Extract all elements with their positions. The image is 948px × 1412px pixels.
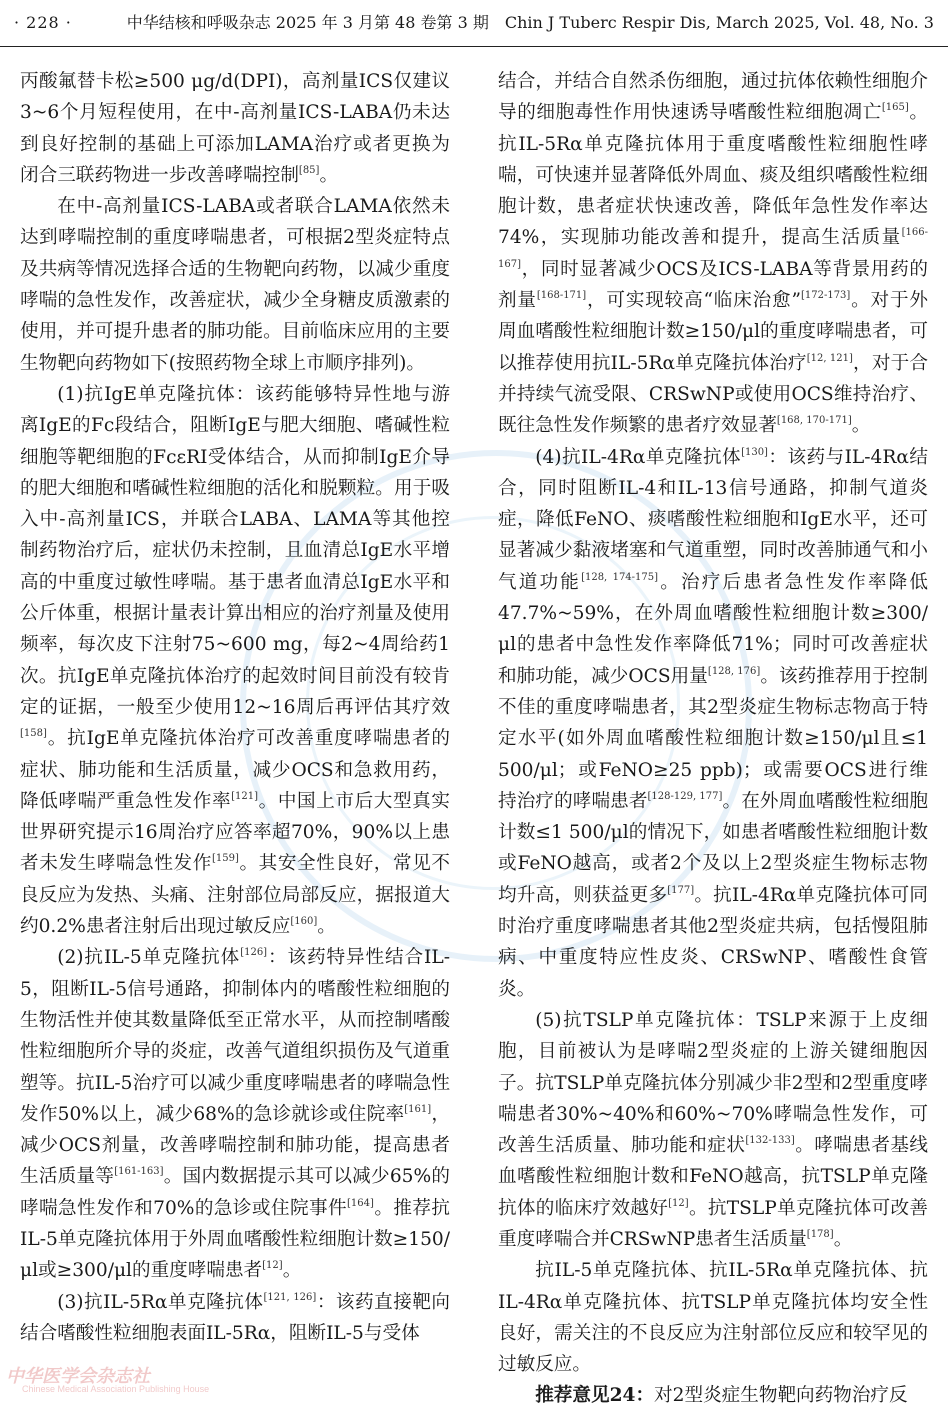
text-run: (1)抗IgE单克隆抗体：该药能够特异性地与游离IgE的Fc段结合，阻断IgE与肥大细胞、嗜碱性粒细胞等靶细胞的FcεRI受体结合，从而抑制IgE介导的肥大细胞和嗜碱性粒细胞的活化和脱颗粒。用于吸入中-高剂量ICS，并联合LABA、LAMA等其他控制药物治疗后，症状仍未控制，且血清总IgE水平增高的中重度过敏性哮喘。基于患者血清总IgE水平和公斤体重，根据计量表计算出相应的治疗剂量及使用频率，每次皮下注射75~600 mg，每2~4周给药1次。抗IgE单克隆抗体治疗的起效时间目前没有较肯定的证据，一般至少使用12~16周后再评估其疗效 [20,383,450,718]
citation-ref: [164] [347,1197,374,1209]
text-run: 。中国上市后大型真实世界研究提示16周治疗应答率超70%，90%以上患者未发生哮喘急性发作 [20,790,450,875]
text-run: ：该药特异性结合IL-5，阻断IL-5信号通路，抑制体内的嗜酸性粒细胞的生物活性并使其数量降低至正常水平，从而控制嗜酸性粒细胞所介导的炎症，改善气道组织损伤及气道重塑等。抗IL-5治疗可以减少重度哮喘患者的哮喘急性发作50%以上，减少68%的急诊就诊或住院率 [20,947,450,1125]
text-run: 。抗IL-5Rα单克隆抗体用于重度嗜酸性粒细胞性哮喘，可快速并显著降低外周血、痰及组织嗜酸性粒细胞计数，患者症状快速改善，降低年急性发作率达74%，实现肺功能改善和提升，提高生活质量 [498,102,928,249]
citation-ref: [178] [806,1228,834,1240]
citation-ref: [161-163] [114,1166,164,1178]
text-run: 。国内数据提示其可以减少65%的哮喘急性发作和70%的急诊或住院事件 [20,1166,450,1219]
paragraph [498,1255,928,1380]
recommendation-label: 推荐意见24： [535,1385,655,1407]
citation-ref: [121, 126] [263,1291,317,1303]
citation-ref: [172-173] [800,290,851,302]
page-header [0,0,948,47]
citation-ref: [85] [298,164,320,176]
page-number: · 228 · [14,13,72,32]
text-run: ：该药与IL-4Rα结合，同时阻断IL-4和IL-13信号通路，抑制气道炎症，降低FeNO、痰嗜酸性粒细胞和IgE水平，还可显著减少黏液堵塞和气道重塑，同时改善肺通气和小气道功能 [498,446,928,593]
text-run: 结合，并结合自然杀伤细胞，通过抗体依赖性细胞介导的细胞毒性作用快速诱导嗜酸性粒细胞凋亡 [498,71,928,124]
text-run: 。 [317,916,336,938]
paragraph [20,942,450,1286]
citation-ref: [12, 121] [806,352,853,364]
paragraph [498,1005,928,1255]
paragraph [498,66,928,442]
text-run: ：该药直接靶向结合嗜酸性粒细胞表面IL-5Rα，阻断IL-5与受体 [20,1291,450,1344]
citation-ref: [130] [741,446,768,458]
paragraph [20,379,450,942]
text-run: 。推荐抗IL-5单克隆抗体用于外周血嗜酸性粒细胞计数≥150/μl或≥300/μl的重度哮喘患者 [20,1197,450,1282]
citation-ref: [177] [667,884,695,896]
citation-ref: [12] [668,1197,689,1209]
text-run: 。对于外周血嗜酸性粒细胞计数≥150/μl的重度哮喘患者，可以推荐使用抗IL-5Rα单克隆抗体治疗 [498,290,928,374]
text-run: 。 [833,1228,853,1250]
text-run: (3)抗IL-5Rα单克隆抗体 [57,1291,264,1313]
citation-ref: [165] [881,102,909,114]
citation-ref: [128, 174-175] [581,571,659,583]
text-run: ，对于合并持续气流受限、CRSwNP或使用OCS维持治疗、既往急性发作频繁的患者疗效显著 [498,352,928,437]
right-column [498,66,928,1412]
citation-ref: [12] [262,1260,283,1272]
text-run: 。其安全性良好，常见不良反应为发热、头痛、注射部位局部反应，据报道大约0.2%患者注射后出现过敏反应 [20,853,450,938]
citation-ref: [128, 176] [707,665,761,677]
citation-ref: [121] [231,790,259,802]
citation-ref: [128-129, 177] [647,790,723,802]
recommendation-paragraph [498,1380,928,1411]
paragraph [20,1287,450,1350]
journal-citation: 中华结核和呼吸杂志 2025 年 3 月第 48 卷第 3 期 Chin J Tuberc Respir Dis, March 2025, Vol. 48, No. 3 [126,13,934,32]
paragraph [20,66,450,191]
text-run: 。哮喘患者基线血嗜酸性粒细胞计数和FeNO越高，抗TSLP单克隆抗体的临床疗效越好 [498,1135,928,1219]
citation-ref: [161] [404,1103,432,1115]
text-run: 。抗TSLP单克隆抗体可改善重度哮喘合并CRSwNP患者生活质量 [498,1197,928,1250]
citation-ref: [158] [20,728,47,740]
left-column [20,66,450,1349]
text-run: 在中-高剂量ICS-LABA或者联合LAMA依然未达到哮喘控制的重度哮喘患者，可根据2型炎症特点及共病等情况选择合适的生物靶向药物，以减少重度哮喘的急性发作，改善症状，减少全身糖皮质激素的使用，并可提升患者的肺功能。目前临床应用的主要生物靶向药物如下(按照药物全球上市顺序排列)。 [20,196,450,374]
citation-ref: [168-171] [536,290,587,302]
citation-ref: [160] [290,916,318,928]
text-run: 。治疗后患者急性发作率降低47.7%~59%，在外周血嗜酸性粒细胞计数≥300/μl的患者中急性发作率降低71%；同时可改善症状和肺功能，减少OCS用量 [498,571,928,687]
text-run: ，可实现较高“临床治愈” [586,290,801,312]
paragraph [498,442,928,1005]
citation-ref: [159] [211,853,239,865]
citation-ref: [126] [240,947,268,959]
publisher-brand: 中华医学会杂志社 [6,1366,150,1387]
paragraph [20,191,450,379]
recommendation-text: 对2型炎症生物靶向药物治疗反 [654,1385,908,1407]
text-run: 。该药推荐用于控制不佳的重度哮喘患者，其2型炎症生物标志物高于特定水平(如外周血嗜酸性粒细胞计数≥150/μl且≤1 500/μl；或FeNO≥25 ppb)；或需要OCS进行维持治疗的哮喘患者 [498,665,928,812]
citation-ref: [166-167] [498,227,928,270]
text-run: 。 [851,415,871,437]
text-run: 。 [319,164,339,186]
text-run: 。 [282,1260,302,1282]
citation-ref: [168, 170-171] [776,415,852,427]
text-run: (5)抗TSLP单克隆抗体：TSLP来源于上皮细胞，目前被认为是哮喘2型炎症的上游关键细胞因子。抗TSLP单克隆抗体分别减少非2型和2型重度哮喘患者30%~40%和60%~70%哮喘急性发作，可改善生活质量、肺功能和症状 [498,1009,928,1157]
citation-ref: [132-133] [745,1135,795,1147]
text-run: ，减少OCS剂量，改善哮喘控制和肺功能，提高患者生活质量等 [20,1103,450,1188]
text-run: 。抗IgE单克隆抗体治疗可改善重度哮喘患者的症状、肺功能和生活质量，减少OCS和急救用药，降低哮喘严重急性发作率 [20,728,450,812]
text-run: ，同时显著减少OCS及ICS-LABA等背景用药的剂量 [498,258,928,312]
text-run: (4)抗IL-4Rα单克隆抗体 [535,446,742,468]
text-run: (2)抗IL-5单克隆抗体 [57,947,241,969]
text-run: 抗IL-5单克隆抗体、抗IL-5Rα单克隆抗体、抗IL-4Rα单克隆抗体、抗TSLP单克隆抗体均安全性良好，需关注的不良反应为注射部位反应和较罕见的过敏反应。 [498,1260,928,1376]
text-run: 丙酸氟替卡松≥500 μg/d(DPI)，高剂量ICS仅建议3~6个月短程使用，在中-高剂量ICS-LABA仍未达到良好控制的基础上可添加LAMA治疗或者更换为闭合三联药物进一步改善哮喘控制 [20,71,450,186]
text-run: 。抗IL-4Rα单克隆抗体可同时治疗重度哮喘患者其他2型炎症共病，包括慢阻肺病、中重度特应性皮炎、CRSwNP、嗜酸性食管炎。 [498,884,928,1000]
publisher-brand-en: Chinese Medical Association Publishing House [22,1384,210,1394]
text-run: 。在外周血嗜酸性粒细胞计数≤1 500/μl的情况下，如患者嗜酸性粒细胞计数或FeNO越高，或者2个及以上2型炎症生物标志物均升高，则获益更多 [498,790,928,906]
